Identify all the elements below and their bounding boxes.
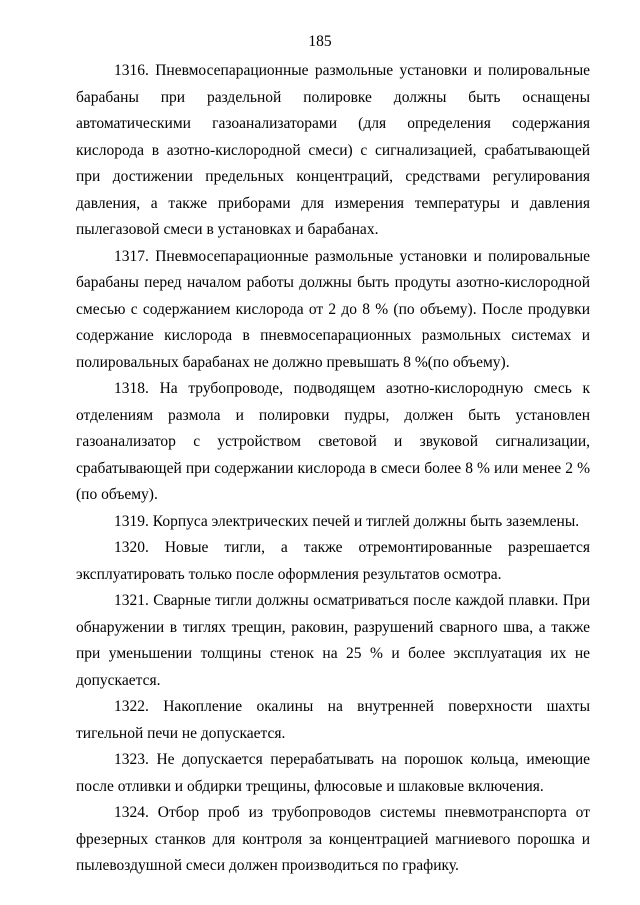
paragraph-1322: 1322. Накопление окалины на внутренней поверхности шахты тигельной печи не допускается.: [76, 698, 590, 742]
paragraph-1323: 1323. Не допускается перерабатывать на порошок кольца, имеющие после отливки и обдирки трещины, флюсовые и шлаковые включения.: [76, 751, 590, 795]
paragraph-1324: 1324. Отбор проб из трубопроводов системы пневмотранспорта от фрезерных станков для контроля за концентрацией магниевого порошка и пылевоздушной смеси должен производиться по графику.: [76, 804, 590, 874]
paragraph-1321: 1321. Сварные тигли должны осматриваться после каждой плавки. При обнаружении в тиглях трещин, раковин, разрушений сварного шва, а также при уменьшении толщины стенок на 25 % и более эксплуатация их не допускается.: [76, 592, 590, 689]
paragraph-1317: 1317. Пневмосепарационные размольные установки и полировальные барабаны перед началом работы должны быть продуты азотно-кислородной смесью с содержанием кислорода от 2 до 8 % (по объему). После продувки содержание кислорода в пневмосепарационных размольных системах и полировальных барабанах не должно превышать 8 %(по объему).: [76, 247, 590, 371]
paragraph-1320: 1320. Новые тигли, а также отремонтированные разрешается эксплуатировать только после оформления результатов осмотра.: [76, 539, 590, 583]
page-number: 185: [308, 33, 332, 50]
document-body: [76, 58, 590, 880]
paragraph-1319: 1319. Корпуса электрических печей и тиглей должны быть заземлены.: [114, 512, 580, 530]
paragraph-1316: 1316. Пневмосепарационные размольные установки и полировальные барабаны при раздельной полировке должны быть оснащены автоматическими газоанализаторами (для определения содержания кислорода в азотно-кислородной смеси) с сигнализацией, срабатывающей при достижении предельных концентраций, средствами регулирования давления, а также приборами для измерения температуры и давления пылегазовой смеси в установках и барабанах.: [76, 62, 590, 238]
paragraph-1318: 1318. На трубопроводе, подводящем азотно-кислородную смесь к отделениям размола и полировки пудры, должен быть установлен газоанализатор с устройством световой и звуковой сигнализации, срабатывающей при содержании кислорода в смеси более 8 % или менее 2 %(по объему).: [76, 380, 590, 503]
